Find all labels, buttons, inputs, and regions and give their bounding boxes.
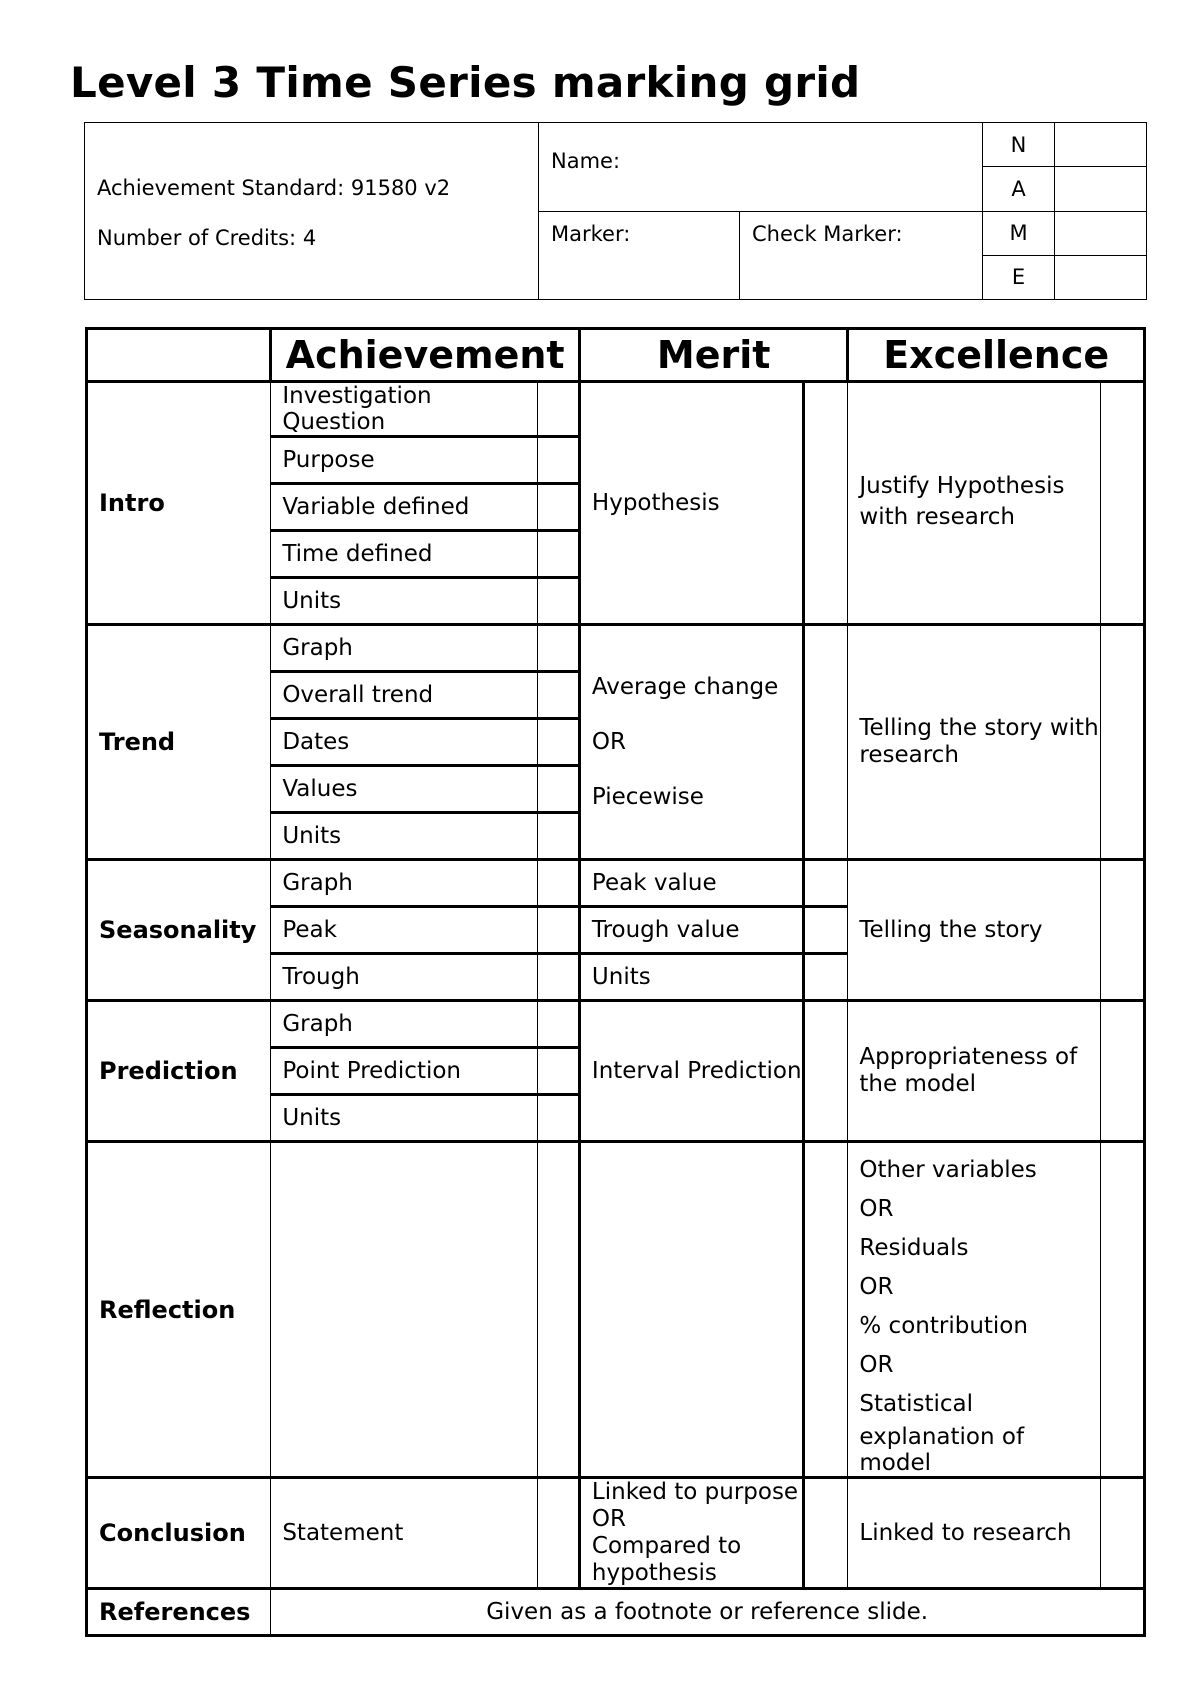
criterion-intro-purpose: Purpose — [271, 437, 537, 484]
tick-box[interactable] — [537, 1095, 579, 1142]
excellence-reflection-line: explanation of model — [859, 1424, 1025, 1476]
tick-box[interactable] — [1100, 860, 1144, 1001]
excellence-prediction — [848, 1001, 1100, 1142]
excellence-intro-line: with research — [859, 504, 1015, 530]
grade-label-a: A — [983, 167, 1055, 211]
name-field[interactable] — [539, 123, 983, 212]
merit-conclusion-line: Compared to — [591, 1533, 742, 1559]
criterion-trend-overall-trend: Overall trend — [271, 672, 537, 719]
tick-box[interactable] — [537, 531, 579, 578]
criterion-intro-units: Units — [271, 578, 537, 625]
excellence-reflection-line: OR — [859, 1196, 894, 1222]
merit-reflection-empty — [579, 1142, 803, 1478]
tick-box[interactable] — [804, 860, 848, 907]
section-label-reflection: Reflection — [87, 1142, 271, 1478]
marker-field[interactable] — [539, 211, 740, 300]
grade-label-e: E — [983, 255, 1055, 299]
excellence-conclusion: Linked to research — [848, 1478, 1100, 1589]
tick-box[interactable] — [537, 625, 579, 672]
tick-box[interactable] — [804, 1001, 848, 1142]
check-marker-label: Check Marker: — [752, 221, 903, 246]
merit-conclusion-line: OR — [591, 1506, 626, 1532]
standard-info-cell — [85, 123, 539, 300]
grade-box-m[interactable] — [1055, 211, 1147, 255]
tick-box[interactable] — [537, 1478, 579, 1589]
criterion-conclusion-statement: Statement — [271, 1478, 537, 1589]
tick-box[interactable] — [537, 1142, 579, 1478]
tick-box[interactable] — [537, 382, 579, 437]
header-info-table — [84, 122, 1147, 300]
name-label: Name: — [551, 149, 621, 173]
tick-box[interactable] — [537, 1048, 579, 1095]
criterion-intro-investigation-question: Investigation Question — [271, 382, 537, 437]
credits-label: Number of Credits: — [97, 226, 297, 250]
column-header-achievement: Achievement — [271, 329, 580, 382]
section-label-intro: Intro — [87, 382, 271, 625]
tick-box[interactable] — [537, 860, 579, 907]
excellence-trend-line: Telling the story with — [859, 715, 1099, 741]
corner-cell — [87, 329, 271, 382]
tick-box[interactable] — [804, 954, 848, 1001]
section-label-prediction: Prediction — [87, 1001, 271, 1142]
excellence-seasonality: Telling the story — [848, 860, 1100, 1001]
merit-conclusion-line: hypothesis — [591, 1560, 717, 1586]
excellence-prediction-line: the model — [859, 1071, 977, 1097]
excellence-reflection-line: % contribution — [859, 1313, 1028, 1339]
criterion-trend-values: Values — [271, 766, 537, 813]
tick-box[interactable] — [537, 907, 579, 954]
tick-box[interactable] — [537, 766, 579, 813]
tick-box[interactable] — [537, 954, 579, 1001]
excellence-reflection-line: Other variables — [859, 1157, 1037, 1183]
criterion-prediction-units: Units — [271, 1095, 537, 1142]
criterion-seasonality-trough-value: Trough value — [579, 907, 803, 954]
check-marker-field[interactable] — [740, 211, 983, 300]
merit-conclusion — [579, 1478, 803, 1589]
standard-label: Achievement Standard: — [97, 176, 345, 200]
tick-box[interactable] — [1100, 1001, 1144, 1142]
excellence-trend — [848, 625, 1100, 860]
merit-trend-line: Average change — [591, 673, 779, 700]
criterion-prediction-point-prediction: Point Prediction — [271, 1048, 537, 1095]
criterion-trend-dates: Dates — [271, 719, 537, 766]
excellence-reflection-line: OR — [859, 1274, 894, 1300]
marker-label: Marker: — [551, 221, 631, 246]
tick-box[interactable] — [804, 1142, 848, 1478]
merit-conclusion-line: Linked to purpose — [591, 1479, 799, 1505]
tick-box[interactable] — [537, 437, 579, 484]
excellence-trend-line: research — [859, 742, 959, 768]
merit-trend — [579, 625, 803, 860]
tick-box[interactable] — [537, 672, 579, 719]
tick-box[interactable] — [804, 382, 848, 625]
grade-box-a[interactable] — [1055, 167, 1147, 211]
merit-intro: Hypothesis — [579, 382, 803, 625]
tick-box[interactable] — [804, 625, 848, 860]
tick-box[interactable] — [537, 719, 579, 766]
tick-box[interactable] — [537, 484, 579, 531]
section-label-trend: Trend — [87, 625, 271, 860]
column-header-merit: Merit — [579, 329, 847, 382]
criterion-prediction-graph: Graph — [271, 1001, 537, 1048]
tick-box[interactable] — [537, 1001, 579, 1048]
merit-trend-line: Piecewise — [591, 783, 704, 810]
excellence-intro — [848, 382, 1100, 625]
criterion-intro-time-defined: Time defined — [271, 531, 537, 578]
page-title: Level 3 Time Series marking grid — [70, 58, 861, 107]
criterion-seasonality-peak-value: Peak value — [579, 860, 803, 907]
tick-box[interactable] — [537, 813, 579, 860]
criterion-seasonality-units: Units — [579, 954, 803, 1001]
standard-value: 91580 v2 — [350, 176, 451, 200]
merit-trend-line: OR — [591, 728, 626, 755]
criterion-intro-variable-defined: Variable defined — [271, 484, 537, 531]
references-criterion: Given as a footnote or reference slide. — [271, 1589, 1145, 1636]
section-label-seasonality: Seasonality — [87, 860, 271, 1001]
grade-label-m: M — [983, 211, 1055, 255]
excellence-reflection-line: Residuals — [859, 1235, 969, 1261]
tick-box[interactable] — [1100, 382, 1144, 625]
criterion-seasonality-trough: Trough — [271, 954, 537, 1001]
tick-box[interactable] — [804, 1478, 848, 1589]
marking-grid — [85, 327, 1146, 1637]
merit-prediction: Interval Prediction — [579, 1001, 803, 1142]
criterion-seasonality-graph: Graph — [271, 860, 537, 907]
excellence-reflection-line: OR — [859, 1352, 894, 1378]
grade-label-n: N — [983, 123, 1055, 167]
excellence-reflection — [848, 1142, 1100, 1478]
grade-box-e[interactable] — [1055, 255, 1147, 299]
tick-box[interactable] — [1100, 1478, 1144, 1589]
tick-box[interactable] — [804, 907, 848, 954]
credits-value: 4 — [302, 226, 317, 250]
criterion-trend-graph: Graph — [271, 625, 537, 672]
tick-box[interactable] — [1100, 1142, 1144, 1478]
column-header-excellence: Excellence — [848, 329, 1145, 382]
achievement-reflection-empty — [271, 1142, 537, 1478]
tick-box[interactable] — [537, 578, 579, 625]
excellence-intro-line: Justify Hypothesis — [859, 473, 1065, 499]
criterion-seasonality-peak: Peak — [271, 907, 537, 954]
criterion-trend-units: Units — [271, 813, 537, 860]
section-label-conclusion: Conclusion — [87, 1478, 271, 1589]
grade-box-n[interactable] — [1055, 123, 1147, 167]
excellence-reflection-line: Statistical — [859, 1391, 974, 1417]
section-label-references: References — [87, 1589, 271, 1636]
excellence-prediction-line: Appropriateness of — [859, 1044, 1078, 1070]
tick-box[interactable] — [1100, 625, 1144, 860]
